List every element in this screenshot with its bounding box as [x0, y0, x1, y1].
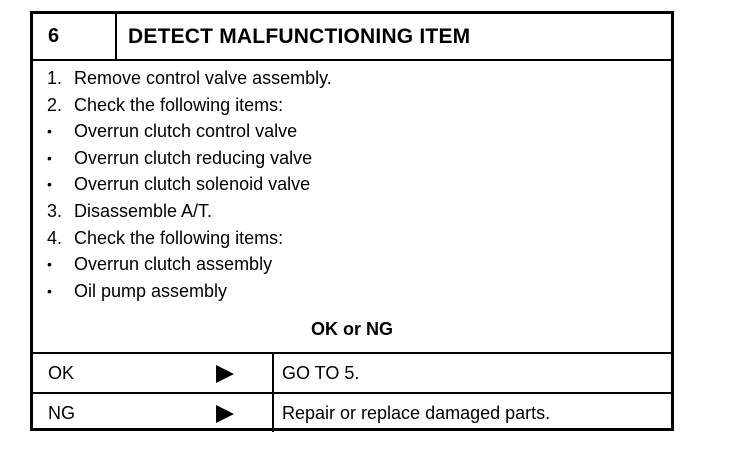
instruction-item	[47, 225, 332, 252]
item-text: Check the following items:	[74, 227, 284, 248]
item-text: Disassemble A/T.	[74, 200, 213, 221]
instruction-item	[47, 145, 332, 172]
item-text: Check the following items:	[74, 94, 284, 115]
result-action: Repair or replace damaged parts.	[282, 403, 551, 423]
result-row-ok	[33, 352, 671, 392]
instruction-item	[47, 251, 332, 278]
item-text: Overrun clutch reducing valve	[74, 147, 313, 168]
diagnostic-step-box	[30, 11, 674, 431]
instruction-item	[47, 171, 332, 198]
result-action: GO TO 5.	[282, 363, 360, 383]
result-label: NG	[48, 403, 75, 423]
instruction-item	[47, 65, 332, 92]
step-title: DETECT MALFUNCTIONING ITEM	[128, 25, 471, 48]
arrow-right-icon	[216, 365, 234, 383]
item-number: 2.	[47, 94, 63, 115]
bullet-icon: •	[47, 123, 52, 140]
item-text: Remove control valve assembly.	[74, 68, 332, 88]
instruction-item	[47, 278, 332, 305]
step-number: 6	[33, 14, 117, 59]
ok-ng-question: OK or NG	[310, 319, 393, 339]
bullet-icon: •	[47, 176, 52, 193]
instruction-item	[47, 92, 332, 119]
item-number: 1.	[47, 68, 63, 88]
item-number: 4.	[47, 227, 63, 248]
bullet-icon: •	[47, 256, 52, 273]
column-divider	[272, 394, 274, 432]
instruction-item	[47, 198, 332, 225]
arrow-right-icon	[216, 405, 234, 423]
bullet-icon: •	[47, 149, 52, 166]
result-label: OK	[48, 363, 75, 383]
result-row-ng	[33, 392, 671, 432]
item-text: Oil pump assembly	[74, 280, 228, 301]
item-text: Overrun clutch assembly	[74, 254, 273, 275]
item-text: Overrun clutch solenoid valve	[74, 174, 311, 195]
item-text: Overrun clutch control valve	[74, 121, 298, 142]
column-divider	[272, 354, 274, 392]
instruction-item	[47, 118, 332, 145]
item-number: 3.	[47, 200, 63, 221]
bullet-icon: •	[47, 282, 52, 299]
instruction-list	[47, 65, 332, 304]
step-header	[33, 14, 671, 61]
